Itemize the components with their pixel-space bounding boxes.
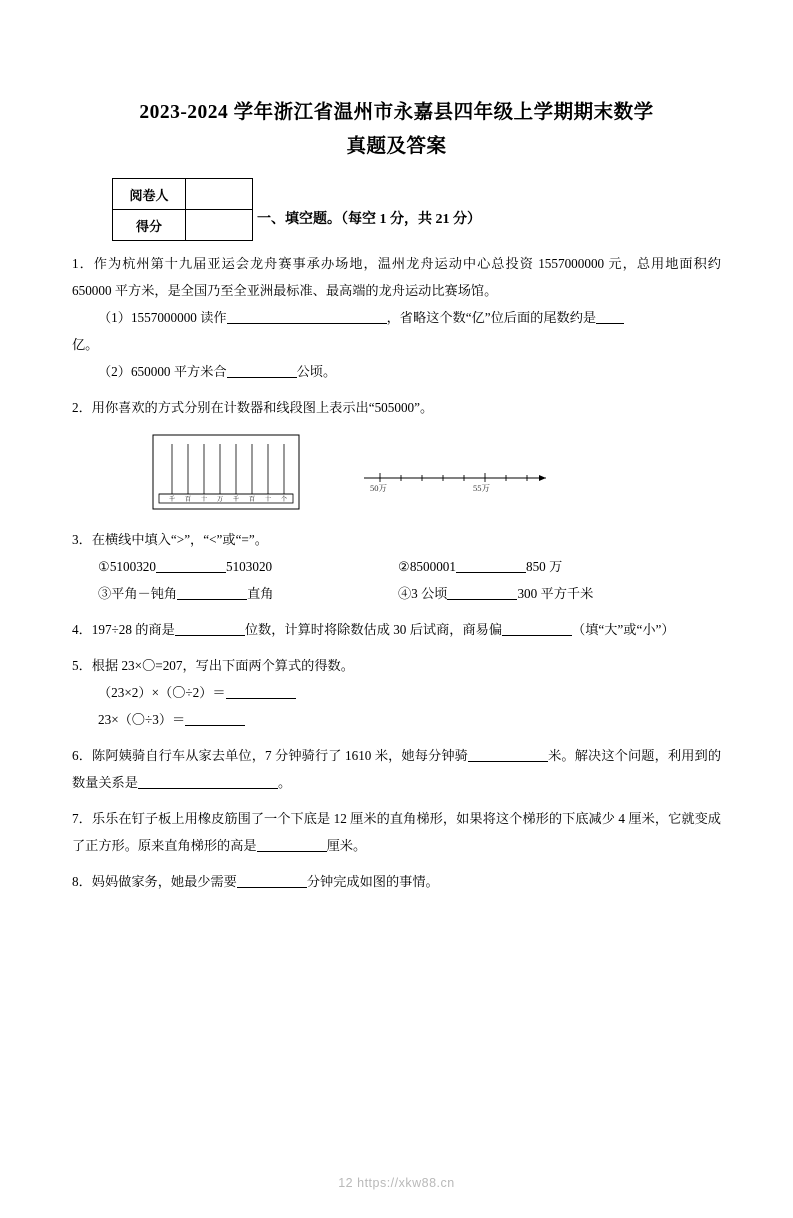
question-1-sub-1 bbox=[98, 304, 721, 331]
question-5-line-1 bbox=[98, 679, 721, 706]
score-and-section-row bbox=[72, 178, 721, 241]
question-7 bbox=[72, 805, 721, 859]
q3-item1-left: ①5100320 bbox=[98, 558, 156, 574]
section-heading: 一、填空题。（每空 1 分，共 21 分） bbox=[257, 212, 481, 228]
blank-field[interactable] bbox=[177, 585, 247, 599]
q7-text-a: 7．乐乐在钉子板上用橡皮筋围了一个下底是 12 厘米的直角梯形，如果将这个梯形的下底减少 4 厘米，它就变成了正方形。原来直角梯形的高是 bbox=[72, 811, 721, 854]
question-5-stem: 5．根据 23×〇=207，写出下面两个算式的得数。 bbox=[72, 657, 354, 673]
numline-label-right: 55万 bbox=[473, 482, 491, 493]
question-5-line-2 bbox=[98, 706, 721, 733]
q3-item-3 bbox=[98, 580, 398, 607]
q1-sub1-text-b: ，省略这个数“亿”位后面的尾数约是 bbox=[386, 310, 597, 326]
svg-text:百: 百 bbox=[248, 496, 256, 503]
q4-text-a: 4．197÷28 的商是 bbox=[72, 621, 175, 637]
q5-line2-text: 23×（〇÷3）＝ bbox=[98, 711, 186, 727]
number-line-svg bbox=[360, 468, 550, 502]
score-value-grader[interactable] bbox=[186, 179, 253, 210]
svg-text:万: 万 bbox=[216, 496, 224, 503]
q3-item4-left: ④3 公顷 bbox=[398, 585, 448, 601]
q3-item3-left: ③平角－钝角 bbox=[98, 585, 178, 601]
exam-page bbox=[0, 96, 793, 1218]
blank-field[interactable] bbox=[468, 748, 548, 762]
svg-text:十: 十 bbox=[200, 496, 208, 503]
svg-text:百: 百 bbox=[184, 496, 192, 503]
page-title: 2023-2024 学年浙江省温州市永嘉县四年级上学期期末数学 bbox=[139, 102, 654, 123]
q3-item2-left: ②8500001 bbox=[398, 558, 456, 574]
svg-text:千: 千 bbox=[232, 496, 240, 503]
blank-field[interactable] bbox=[138, 775, 278, 789]
blank-field[interactable] bbox=[227, 364, 297, 378]
score-label-grader: 阅卷人 bbox=[113, 179, 186, 210]
blank-field[interactable] bbox=[447, 585, 517, 599]
blank-field[interactable] bbox=[175, 622, 245, 636]
q4-text-c: （填“大”或“小”） bbox=[572, 621, 675, 637]
watermark: 12 https://xkw88.cn bbox=[338, 1176, 455, 1190]
blank-field[interactable] bbox=[502, 622, 572, 636]
q7-text-b: 厘米。 bbox=[326, 838, 367, 854]
score-label-points: 得分 bbox=[113, 210, 186, 241]
question-3-row-2 bbox=[98, 580, 721, 607]
q8-text-a: 8．妈妈做家务，她最少需要 bbox=[72, 874, 237, 890]
q3-item2-right: 850 万 bbox=[525, 558, 563, 574]
q3-item1-right: 5103020 bbox=[225, 558, 273, 574]
q3-item-4 bbox=[398, 580, 721, 607]
blank-field[interactable] bbox=[456, 558, 526, 572]
blank-field[interactable] bbox=[237, 874, 307, 888]
question-1-stem: 1．作为杭州第十九届亚运会龙舟赛事承办场地，温州龙舟运动中心总投资 1557000000 元，总用地面积约 650000 平方米，是全国乃至全亚洲最标准、最高端的龙舟运动比赛场馆。 bbox=[72, 256, 721, 299]
page-title-line2: 真题及答案 bbox=[346, 136, 447, 158]
question-1-sub-2 bbox=[98, 358, 721, 385]
q3-item-2 bbox=[398, 553, 721, 580]
q3-item4-right: 300 平方千米 bbox=[517, 585, 594, 601]
score-value-points[interactable] bbox=[186, 210, 253, 241]
svg-text:个: 个 bbox=[280, 496, 288, 503]
question-2-stem: 2．用你喜欢的方式分别在计数器和线段图上表示出“505000”。 bbox=[72, 400, 434, 416]
question-3-row-1 bbox=[98, 553, 721, 580]
q5-line1-text: （23×2）×（〇÷2）＝ bbox=[98, 684, 226, 700]
q6-text-b: 米。解决这个问题，利用到的数量关系是 bbox=[72, 747, 722, 790]
question-8 bbox=[72, 868, 721, 895]
blank-field[interactable] bbox=[596, 310, 624, 324]
blank-field[interactable] bbox=[257, 838, 327, 852]
blank-field[interactable] bbox=[156, 558, 226, 572]
question-6 bbox=[72, 742, 721, 796]
svg-text:千: 千 bbox=[168, 496, 176, 503]
score-table bbox=[112, 178, 253, 241]
question-3-stem: 3．在横线中填入“>”，“<”或“=”。 bbox=[72, 531, 268, 547]
abacus-svg bbox=[152, 434, 300, 510]
q4-text-b: 位数，计算时将除数估成 30 后试商，商易偏 bbox=[244, 621, 503, 637]
q6-text-a: 6．陈阿姨骑自行车从家去单位，7 分钟骑行了 1610 米，她每分钟骑 bbox=[72, 747, 468, 763]
svg-text:十: 十 bbox=[264, 496, 272, 503]
blank-field[interactable] bbox=[226, 685, 296, 699]
q1-sub2-text-b: 公顷。 bbox=[296, 364, 337, 380]
q6-text-c: 。 bbox=[277, 775, 292, 790]
table-row bbox=[113, 179, 253, 210]
blank-field[interactable] bbox=[227, 310, 387, 324]
q3-item3-right: 直角 bbox=[247, 585, 274, 601]
q1-sub1-text-c: 亿。 bbox=[72, 337, 99, 353]
question-2-figures bbox=[152, 434, 721, 510]
number-line-figure bbox=[360, 468, 550, 502]
q3-item-1 bbox=[98, 553, 398, 580]
q8-text-b: 分钟完成如图的事情。 bbox=[306, 874, 439, 890]
table-row bbox=[113, 210, 253, 241]
numline-label-left: 50万 bbox=[370, 482, 388, 493]
abacus-figure bbox=[152, 434, 300, 510]
q1-sub2-text-a: （2）650000 平方米合 bbox=[98, 364, 227, 380]
blank-field[interactable] bbox=[185, 712, 245, 726]
q1-sub1-text-a: （1）1557000000 读作 bbox=[98, 310, 227, 326]
question-4 bbox=[72, 616, 721, 643]
